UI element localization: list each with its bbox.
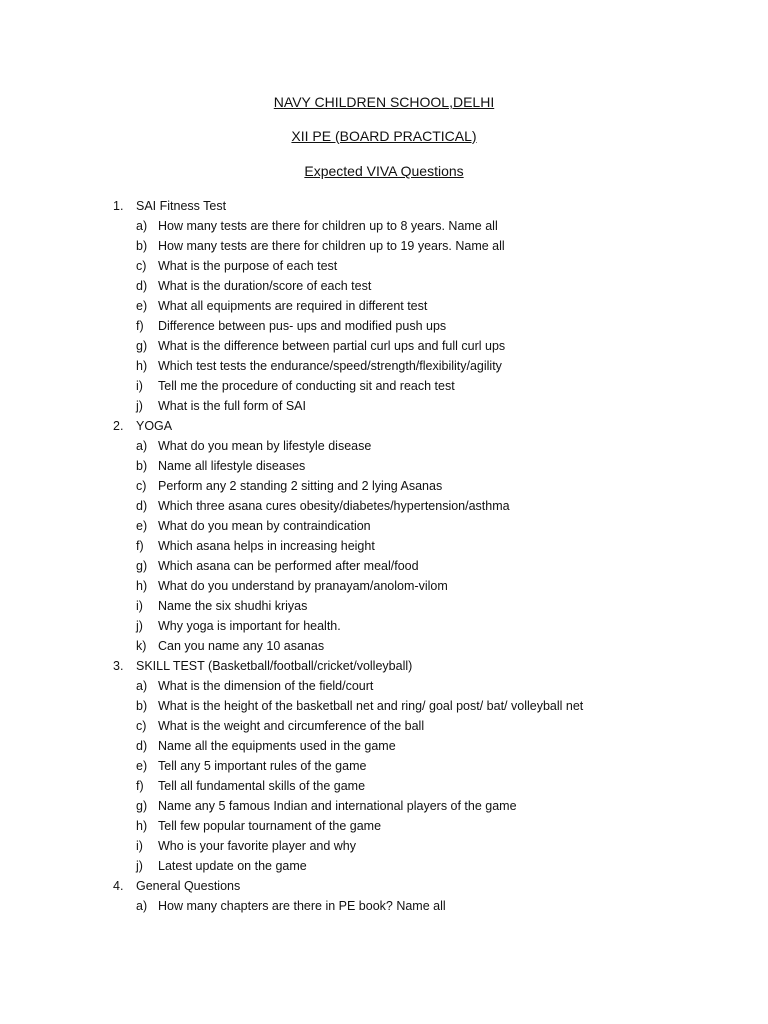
- question-text: What is the weight and circumference of the ball: [158, 719, 425, 733]
- question-item: [0, 716, 768, 736]
- question-text: Why yoga is important for health.: [158, 619, 341, 633]
- question-marker: b): [136, 239, 148, 253]
- question-item: [0, 336, 768, 356]
- question-item: [0, 456, 768, 476]
- question-item: [0, 816, 768, 836]
- question-text: What do you understand by pranayam/anolom-vilom: [158, 579, 448, 593]
- question-text: What is the full form of SAI: [158, 399, 306, 413]
- question-text: Tell me the procedure of conducting sit and reach test: [158, 379, 455, 393]
- question-marker: c): [136, 259, 147, 273]
- question-item: [0, 396, 768, 416]
- question-marker: d): [136, 739, 148, 753]
- question-marker: b): [136, 459, 148, 473]
- section-heading: [0, 876, 768, 896]
- question-item: [0, 576, 768, 596]
- question-marker: d): [136, 499, 148, 513]
- question-text: What is the height of the basketball net and ring/ goal post/ bat/ volleyball net: [158, 699, 584, 713]
- question-item: [0, 236, 768, 256]
- question-marker: g): [136, 799, 148, 813]
- question-marker: j): [136, 399, 143, 413]
- question-marker: j): [136, 619, 143, 633]
- question-text: Which asana helps in increasing height: [158, 539, 375, 553]
- question-text: Name the six shudhi kriyas: [158, 599, 308, 613]
- question-item: [0, 296, 768, 316]
- section-heading: [0, 416, 768, 436]
- question-text: Perform any 2 standing 2 sitting and 2 lying Asanas: [158, 479, 443, 493]
- question-item: [0, 776, 768, 796]
- section-number: 4.: [113, 879, 124, 893]
- question-item: [0, 516, 768, 536]
- document-heading: Expected VIVA Questions: [304, 163, 464, 179]
- question-item: [0, 356, 768, 376]
- question-text: What is the duration/score of each test: [158, 279, 372, 293]
- question-marker: e): [136, 299, 148, 313]
- question-marker: a): [136, 219, 148, 233]
- section-number: 3.: [113, 659, 124, 673]
- question-item: [0, 256, 768, 276]
- question-text: How many tests are there for children up to 8 years. Name all: [158, 219, 498, 233]
- question-marker: c): [136, 479, 147, 493]
- question-item: [0, 496, 768, 516]
- question-item: [0, 616, 768, 636]
- question-text: Which asana can be performed after meal/food: [158, 559, 419, 573]
- question-text: What all equipments are required in different test: [158, 299, 428, 313]
- question-marker: e): [136, 519, 148, 533]
- section-heading: [0, 656, 768, 676]
- question-text: Name all the equipments used in the game: [158, 739, 396, 753]
- question-item: [0, 596, 768, 616]
- question-text: Can you name any 10 asanas: [158, 639, 325, 653]
- question-item: [0, 316, 768, 336]
- question-marker: i): [136, 379, 143, 393]
- question-item: [0, 216, 768, 236]
- question-text: Tell all fundamental skills of the game: [158, 779, 366, 793]
- question-text: Which test tests the endurance/speed/strength/flexibility/agility: [158, 359, 502, 373]
- question-marker: j): [136, 859, 143, 873]
- question-text: Which three asana cures obesity/diabetes/hypertension/asthma: [158, 499, 510, 513]
- question-text: Tell few popular tournament of the game: [158, 819, 382, 833]
- question-marker: a): [136, 679, 148, 693]
- question-marker: d): [136, 279, 148, 293]
- question-item: [0, 376, 768, 396]
- question-item: [0, 796, 768, 816]
- question-marker: i): [136, 599, 143, 613]
- question-item: [0, 436, 768, 456]
- question-text: What do you mean by contraindication: [158, 519, 371, 533]
- question-marker: g): [136, 559, 148, 573]
- question-text: What is the purpose of each test: [158, 259, 338, 273]
- question-marker: c): [136, 719, 147, 733]
- question-text: Name all lifestyle diseases: [158, 459, 306, 473]
- question-text: Tell any 5 important rules of the game: [158, 759, 367, 773]
- question-item: [0, 736, 768, 756]
- question-item: [0, 696, 768, 716]
- question-item: [0, 556, 768, 576]
- question-item: [0, 676, 768, 696]
- question-text: What is the difference between partial curl ups and full curl ups: [158, 339, 506, 353]
- question-list: [0, 196, 768, 916]
- question-marker: b): [136, 699, 148, 713]
- question-marker: f): [136, 539, 144, 553]
- question-text: How many tests are there for children up to 19 years. Name all: [158, 239, 505, 253]
- question-marker: f): [136, 319, 144, 333]
- question-item: [0, 836, 768, 856]
- question-text: Name any 5 famous Indian and international players of the game: [158, 799, 517, 813]
- section-number: 1.: [113, 199, 124, 213]
- question-item: [0, 276, 768, 296]
- question-marker: h): [136, 579, 148, 593]
- section-title: SAI Fitness Test: [136, 199, 227, 213]
- question-marker: a): [136, 439, 148, 453]
- school-title: NAVY CHILDREN SCHOOL,DELHI: [273, 94, 495, 110]
- section-title: General Questions: [136, 879, 241, 893]
- section-title: SKILL TEST (Basketball/football/cricket/volleyball): [136, 659, 413, 673]
- question-item: [0, 896, 768, 916]
- question-text: What do you mean by lifestyle disease: [158, 439, 372, 453]
- question-text: What is the dimension of the field/court: [158, 679, 374, 693]
- question-item: [0, 636, 768, 656]
- question-item: [0, 476, 768, 496]
- question-item: [0, 536, 768, 556]
- question-item: [0, 756, 768, 776]
- question-marker: g): [136, 339, 148, 353]
- question-text: Difference between pus- ups and modified push ups: [158, 319, 447, 333]
- question-marker: h): [136, 819, 148, 833]
- document-subtitle: XII PE (BOARD PRACTICAL): [291, 128, 477, 144]
- question-item: [0, 856, 768, 876]
- section-title: YOGA: [136, 419, 173, 433]
- question-text: Who is your favorite player and why: [158, 839, 357, 853]
- question-marker: k): [136, 639, 147, 653]
- question-marker: a): [136, 899, 148, 913]
- section-heading: [0, 196, 768, 216]
- question-marker: e): [136, 759, 148, 773]
- question-text: Latest update on the game: [158, 859, 307, 873]
- question-marker: i): [136, 839, 143, 853]
- section-number: 2.: [113, 419, 124, 433]
- question-marker: f): [136, 779, 144, 793]
- question-text: How many chapters are there in PE book? Name all: [158, 899, 446, 913]
- question-marker: h): [136, 359, 148, 373]
